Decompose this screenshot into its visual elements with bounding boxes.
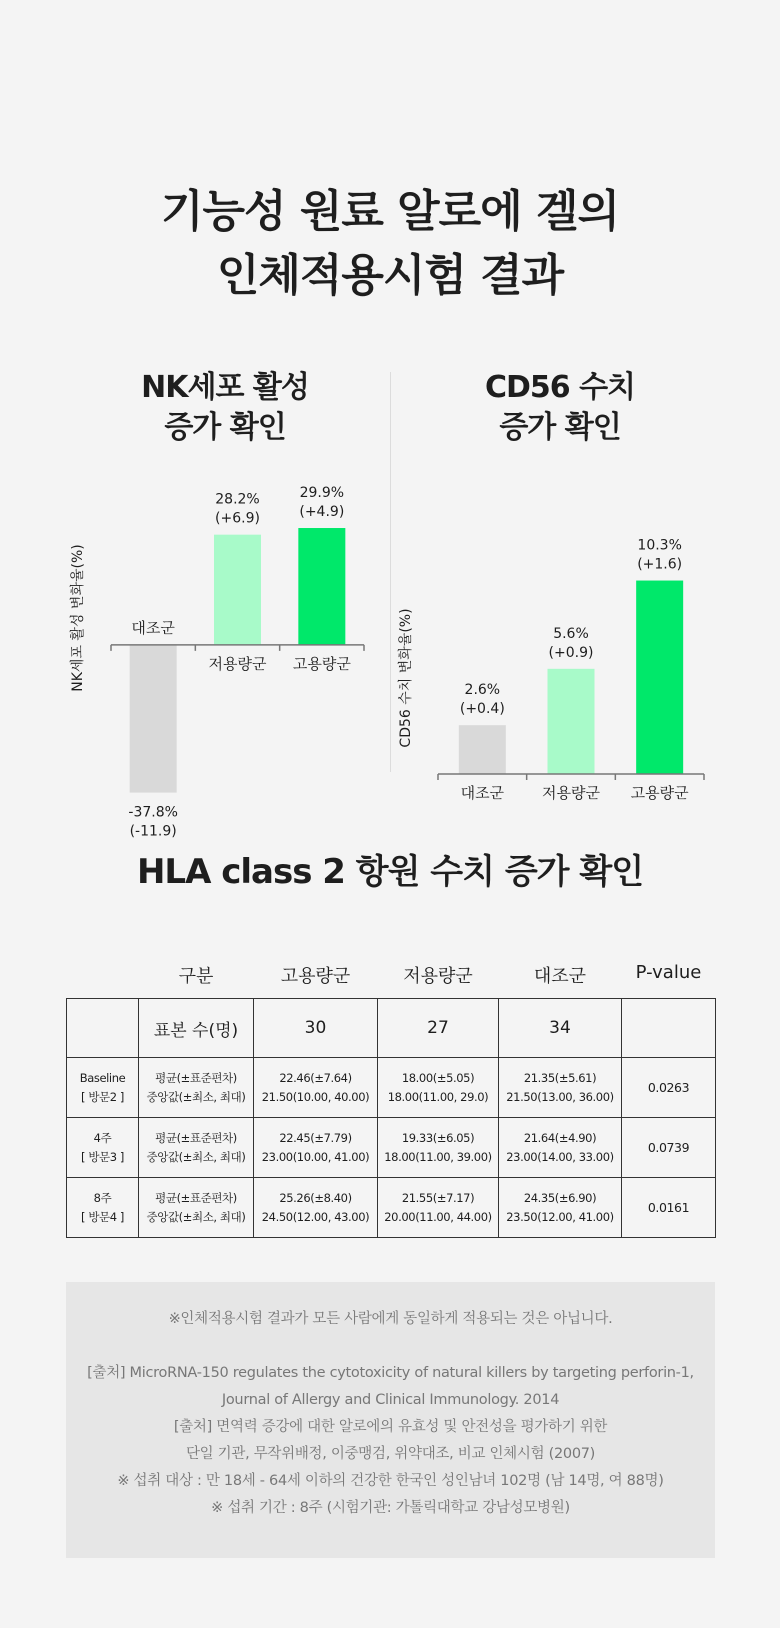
median-value: 20.00(11.00, 44.00) — [384, 1209, 492, 1224]
category-label: 대조군 — [131, 618, 175, 637]
header-low-dose: 저용량군 — [403, 966, 473, 987]
low-dose-cell — [378, 1118, 499, 1178]
period-note: ※ 섭취 기간 : 8주 (시험기관: 가톨릭대학교 강남성모병원) — [211, 1500, 570, 1516]
visit-sub-label: [ 방문3 ] — [80, 1149, 125, 1164]
header-p-value: P-value — [635, 962, 702, 983]
median-value: 23.00(10.00, 41.00) — [261, 1149, 370, 1164]
category-label: 대조군 — [460, 784, 505, 802]
bar-high-dose — [298, 528, 345, 645]
cd56-chart-title-line2: 증가 확인 — [499, 410, 621, 445]
notes-box — [66, 1282, 715, 1558]
category-label: 저용량군 — [542, 784, 600, 802]
hla-section-title: HLA class 2 항원 수치 증가 확인 — [136, 852, 644, 892]
page-title-line1: 기능성 원료 알로에 겔의 — [161, 186, 619, 237]
delta-label: (+6.9) — [215, 510, 260, 527]
median-value: 24.50(12.00, 43.00) — [261, 1209, 370, 1224]
table-row — [67, 1178, 716, 1238]
nk-chart-title-line1: NK세포 활성 — [141, 370, 309, 405]
control-cell — [499, 1118, 622, 1178]
cd56-chart-title-line1: CD56 수치 — [484, 370, 636, 405]
low-dose-cell — [378, 1178, 499, 1238]
value-label: 10.3% — [637, 537, 682, 554]
visit-cell — [67, 1118, 139, 1178]
header-control: 대조군 — [533, 966, 587, 987]
high-dose-cell — [254, 1178, 378, 1238]
mean-value: 22.45(±7.79) — [279, 1130, 352, 1145]
delta-label: (+1.6) — [637, 556, 683, 573]
delta-label: (-11.9) — [129, 823, 177, 840]
visit-label: 8주 — [93, 1190, 112, 1205]
bar-high-dose — [636, 581, 683, 774]
stat-median-label: 중앙값(±최소, 최대) — [146, 1089, 246, 1104]
nk-activity-chart — [60, 460, 380, 840]
cd56-chart-title — [425, 368, 695, 448]
delta-label: (+0.4) — [459, 701, 505, 718]
p-value-cell: 0.0161 — [622, 1178, 716, 1238]
value-label: 29.9% — [299, 485, 345, 502]
source1-line2: Journal of Allergy and Clinical Immunology. 2014 — [221, 1392, 560, 1408]
mean-value: 22.46(±7.64) — [279, 1070, 352, 1085]
chart-divider — [390, 372, 391, 772]
high-dose-cell — [254, 1118, 378, 1178]
delta-label: (+0.9) — [548, 644, 594, 661]
table-cell-blank — [67, 999, 139, 1058]
p-value-cell: 0.0739 — [622, 1118, 716, 1178]
nk-chart-title-line2: 증가 확인 — [164, 410, 286, 445]
sample-size-low: 27 — [378, 999, 499, 1058]
stat-median-label: 중앙값(±최소, 최대) — [146, 1209, 246, 1224]
nk-chart-title — [90, 368, 360, 448]
header-high-dose: 고용량군 — [280, 966, 351, 987]
median-value: 21.50(10.00, 40.00) — [261, 1089, 370, 1104]
median-value: 18.00(11.00, 39.00) — [384, 1149, 492, 1164]
visit-label: 4주 — [93, 1130, 112, 1145]
notes-spacer — [66, 1333, 715, 1360]
stat-cell — [139, 1178, 254, 1238]
value-label: -37.8% — [128, 804, 178, 821]
low-dose-cell — [378, 1058, 499, 1118]
cd56-chart — [398, 520, 720, 802]
value-label: 28.2% — [215, 491, 260, 508]
visit-cell — [67, 1178, 139, 1238]
sample-size-row — [67, 999, 716, 1058]
sample-size-control: 34 — [499, 999, 622, 1058]
mean-value: 19.33(±6.05) — [401, 1130, 475, 1145]
y-axis-label: NK세포 활성 변화율(%) — [70, 544, 86, 692]
mean-value: 21.35(±5.61) — [523, 1070, 597, 1085]
delta-label: (+4.9) — [299, 504, 345, 521]
bar-low-dose — [214, 535, 261, 645]
mean-value: 18.00(±5.05) — [401, 1070, 475, 1085]
bar-control — [130, 645, 177, 793]
mean-value: 25.26(±8.40) — [279, 1190, 352, 1205]
stat-median-label: 중앙값(±최소, 최대) — [146, 1149, 246, 1164]
page-title-line2: 인체적용시험 결과 — [216, 250, 564, 301]
median-value: 23.00(14.00, 33.00) — [506, 1149, 614, 1164]
category-label: 저용량군 — [208, 654, 267, 673]
bar-control — [459, 725, 506, 774]
mean-value: 21.55(±7.17) — [401, 1190, 475, 1205]
source2-line1: [출처] 면역력 증강에 대한 알로에의 유효성 및 안전성을 평가하기 위한 — [173, 1419, 608, 1435]
high-dose-cell — [254, 1058, 378, 1118]
stat-mean-label: 평균(±표준편차) — [155, 1190, 237, 1205]
control-cell — [499, 1058, 622, 1118]
hla-table — [66, 962, 716, 1238]
visit-sub-label: [ 방문2 ] — [80, 1089, 125, 1104]
value-label: 5.6% — [553, 625, 589, 642]
mean-value: 21.64(±4.90) — [523, 1130, 597, 1145]
mean-value: 24.35(±6.90) — [523, 1190, 597, 1205]
visit-sub-label: [ 방문4 ] — [80, 1209, 125, 1224]
table-row — [67, 1118, 716, 1178]
page-title — [0, 180, 780, 308]
sample-size-high: 30 — [254, 999, 378, 1058]
header-category: 구분 — [178, 966, 214, 987]
table-cell-blank — [622, 999, 716, 1058]
visit-cell — [67, 1058, 139, 1118]
subjects-note: ※ 섭취 대상 : 만 18세 - 64세 이하의 건강한 한국인 성인남녀 102명 (남 14명, 여 88명) — [117, 1473, 664, 1489]
stat-cell — [139, 1058, 254, 1118]
stat-cell — [139, 1118, 254, 1178]
source1-line1: [출처] MicroRNA-150 regulates the cytotoxicity of natural killers by targeting perforin-1, — [87, 1365, 694, 1381]
y-axis-label: CD56 수치 변화율(%) — [398, 608, 414, 748]
control-cell — [499, 1178, 622, 1238]
median-value: 23.50(12.00, 41.00) — [506, 1209, 614, 1224]
table-row — [67, 1058, 716, 1118]
p-value-cell: 0.0263 — [622, 1058, 716, 1118]
value-label: 2.6% — [464, 682, 501, 699]
table-header-row — [67, 962, 716, 999]
bar-low-dose — [548, 669, 595, 774]
median-value: 18.00(11.00, 29.0) — [387, 1089, 489, 1104]
source2-line2: 단일 기관, 무작위배정, 이중맹검, 위약대조, 비교 인체시험 (2007) — [185, 1446, 596, 1462]
median-value: 21.50(13.00, 36.00) — [506, 1089, 614, 1104]
category-label: 고용량군 — [630, 784, 689, 802]
stat-mean-label: 평균(±표준편차) — [155, 1130, 237, 1145]
category-label: 고용량군 — [292, 654, 351, 673]
visit-label: Baseline — [79, 1070, 126, 1085]
header-blank — [67, 962, 139, 999]
stat-mean-label: 평균(±표준편차) — [155, 1070, 237, 1085]
sample-size-label: 표본 수(명) — [139, 999, 254, 1058]
disclaimer-text: ※인체적용시험 결과가 모든 사람에게 동일하게 적용되는 것은 아닙니다. — [168, 1311, 613, 1327]
